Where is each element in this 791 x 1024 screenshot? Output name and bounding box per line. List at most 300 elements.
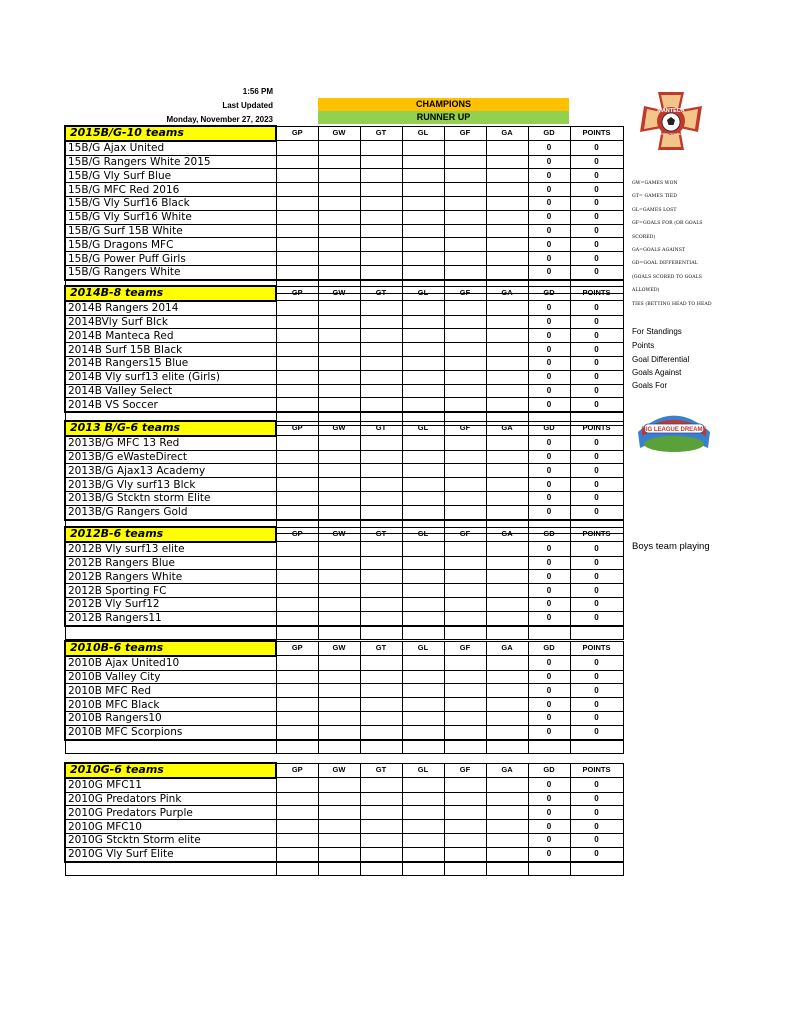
stat-cell	[318, 778, 360, 792]
stat-cell	[402, 725, 444, 739]
stat-cell	[486, 265, 528, 279]
legend-line: GT= GAMES TIED	[632, 194, 678, 200]
stat-cell	[276, 505, 318, 519]
column-header: GD	[528, 527, 570, 542]
stat-cell	[318, 265, 360, 279]
stat-cell	[402, 611, 444, 625]
spacer-row	[65, 626, 623, 640]
stat-cell	[360, 210, 402, 224]
stat-cell	[444, 778, 486, 792]
stat-cell	[360, 464, 402, 478]
stat-cell	[402, 820, 444, 834]
team-name: 2010G Stcktn Storm elite	[65, 833, 276, 847]
stat-cell	[318, 820, 360, 834]
legend-line: (GOALS SCORED TO GOALS	[632, 274, 703, 280]
legend-line: GF=GOALS FOR (OR GOALS	[632, 221, 703, 227]
points-cell: 0	[570, 833, 623, 847]
stat-cell	[402, 833, 444, 847]
stat-cell	[402, 183, 444, 197]
stat-cell	[402, 301, 444, 315]
stat-cell	[318, 224, 360, 238]
stat-cell	[318, 238, 360, 252]
stat-cell	[444, 384, 486, 398]
stat-cell	[276, 711, 318, 725]
goal-difference-cell: 0	[528, 847, 570, 861]
stat-cell	[360, 224, 402, 238]
table-row	[65, 611, 623, 625]
stat-cell	[360, 778, 402, 792]
stat-cell	[402, 711, 444, 725]
table-row	[65, 670, 623, 684]
stat-cell	[318, 711, 360, 725]
column-header: GF	[444, 641, 486, 656]
legend-line: GD=GOAL DIFFERENTIAL	[632, 261, 698, 267]
table-row	[65, 183, 623, 197]
division-title: 2012B-6 teams	[65, 527, 276, 542]
stat-cell	[402, 315, 444, 329]
stat-cell	[486, 252, 528, 266]
stat-cell	[360, 450, 402, 464]
stat-cell	[360, 329, 402, 343]
column-header: GD	[528, 641, 570, 656]
stat-cell	[276, 464, 318, 478]
team-name: 2010B Valley City	[65, 670, 276, 684]
stat-cell	[402, 584, 444, 598]
goal-difference-cell: 0	[528, 301, 570, 315]
column-header: GA	[486, 421, 528, 436]
table-row	[65, 169, 623, 183]
column-header: POINTS	[570, 641, 623, 656]
stat-cell	[276, 792, 318, 806]
stat-cell	[318, 542, 360, 556]
table-row	[65, 464, 623, 478]
team-name: 2012B Rangers11	[65, 611, 276, 625]
goal-difference-cell: 0	[528, 711, 570, 725]
stat-cell	[402, 224, 444, 238]
bld-logo-text: BIG LEAGUE DREAMS	[641, 427, 707, 433]
stat-cell	[444, 725, 486, 739]
stat-cell	[318, 698, 360, 712]
table-row	[65, 491, 623, 505]
goal-difference-cell: 0	[528, 542, 570, 556]
points-cell: 0	[570, 597, 623, 611]
stat-cell	[402, 238, 444, 252]
goal-difference-cell: 0	[528, 141, 570, 155]
stat-cell	[444, 356, 486, 370]
goal-difference-cell: 0	[528, 315, 570, 329]
column-header: GL	[402, 641, 444, 656]
points-cell: 0	[570, 778, 623, 792]
stat-cell	[444, 556, 486, 570]
division-header-row	[65, 527, 623, 542]
goal-difference-cell: 0	[528, 370, 570, 384]
points-cell: 0	[570, 584, 623, 598]
stat-cell	[276, 210, 318, 224]
stat-cell	[486, 356, 528, 370]
goal-difference-cell: 0	[528, 698, 570, 712]
stat-cell	[402, 398, 444, 412]
division-table	[64, 285, 624, 426]
division-header-row	[65, 641, 623, 656]
points-cell: 0	[570, 611, 623, 625]
stat-cell	[276, 542, 318, 556]
stat-cell	[444, 315, 486, 329]
stat-cell	[360, 670, 402, 684]
stat-cell	[318, 464, 360, 478]
table-row	[65, 778, 623, 792]
stat-cell	[402, 370, 444, 384]
points-cell: 0	[570, 141, 623, 155]
goal-difference-cell: 0	[528, 436, 570, 450]
team-name: 2014B VS Soccer	[65, 398, 276, 412]
stat-cell	[402, 464, 444, 478]
stat-cell	[318, 398, 360, 412]
team-name: 2010G Vly Surf Elite	[65, 847, 276, 861]
stat-cell	[402, 847, 444, 861]
stat-cell	[486, 698, 528, 712]
stat-cell	[444, 611, 486, 625]
update-date: Monday, November 27, 2023	[166, 115, 273, 124]
stat-cell	[486, 597, 528, 611]
stat-cell	[402, 684, 444, 698]
stat-cell	[276, 820, 318, 834]
column-header: GW	[318, 286, 360, 301]
points-cell: 0	[570, 301, 623, 315]
stat-cell	[444, 238, 486, 252]
table-row	[65, 505, 623, 519]
stat-cell	[486, 684, 528, 698]
division-table	[64, 640, 624, 754]
goal-difference-cell: 0	[528, 820, 570, 834]
stat-cell	[402, 155, 444, 169]
stat-cell	[318, 491, 360, 505]
column-header: GW	[318, 126, 360, 141]
table-row	[65, 238, 623, 252]
goal-difference-cell: 0	[528, 725, 570, 739]
stat-cell	[444, 343, 486, 357]
stat-cell	[360, 370, 402, 384]
crest-bottom-text: YOUTH SOCCER	[658, 132, 684, 136]
stat-cell	[402, 265, 444, 279]
points-cell: 0	[570, 556, 623, 570]
standings-title: For Standings	[632, 327, 682, 336]
stat-cell	[360, 398, 402, 412]
stat-cell	[360, 847, 402, 861]
stat-cell	[318, 141, 360, 155]
stat-cell	[402, 343, 444, 357]
stat-cell	[486, 542, 528, 556]
column-header: POINTS	[570, 527, 623, 542]
stat-cell	[444, 792, 486, 806]
stat-cell	[360, 505, 402, 519]
stat-cell	[486, 210, 528, 224]
column-header: GA	[486, 763, 528, 778]
stat-cell	[486, 315, 528, 329]
stat-cell	[276, 356, 318, 370]
division-table	[64, 420, 624, 534]
stat-cell	[402, 252, 444, 266]
stat-cell	[276, 491, 318, 505]
stat-cell	[276, 847, 318, 861]
standings-item: Goals For	[632, 381, 668, 390]
legend-line: GA=GOALS AGAINST	[632, 248, 686, 253]
stat-cell	[444, 370, 486, 384]
stat-cell	[360, 141, 402, 155]
stat-cell	[318, 725, 360, 739]
column-header: GW	[318, 421, 360, 436]
stat-cell	[486, 670, 528, 684]
stat-cell	[276, 725, 318, 739]
stat-cell	[318, 370, 360, 384]
stat-cell	[318, 478, 360, 492]
stat-cell	[486, 238, 528, 252]
legend-line: GW=GAMES WON	[632, 181, 678, 186]
stat-cell	[360, 684, 402, 698]
goal-difference-cell: 0	[528, 491, 570, 505]
points-cell: 0	[570, 252, 623, 266]
table-row	[65, 196, 623, 210]
stat-cell	[486, 806, 528, 820]
column-header: GW	[318, 641, 360, 656]
column-header: POINTS	[570, 126, 623, 141]
table-row	[65, 141, 623, 155]
stat-cell	[360, 725, 402, 739]
points-cell: 0	[570, 343, 623, 357]
team-name: 2010B MFC Red	[65, 684, 276, 698]
stat-cell	[318, 183, 360, 197]
stat-cell	[402, 556, 444, 570]
stat-cell	[402, 597, 444, 611]
stat-cell	[360, 556, 402, 570]
stat-cell	[486, 398, 528, 412]
table-row	[65, 597, 623, 611]
stat-cell	[402, 210, 444, 224]
table-row	[65, 301, 623, 315]
stat-cell	[486, 833, 528, 847]
stat-cell	[318, 670, 360, 684]
column-header: GL	[402, 763, 444, 778]
goal-difference-cell: 0	[528, 670, 570, 684]
team-name: 2014B Rangers15 Blue	[65, 356, 276, 370]
stat-cell	[402, 436, 444, 450]
table-row	[65, 370, 623, 384]
column-header: GL	[402, 421, 444, 436]
division-header-row	[65, 763, 623, 778]
column-header: GP	[276, 126, 318, 141]
team-name: 2012B Rangers Blue	[65, 556, 276, 570]
team-name: 15B/G Power Puff Girls	[65, 252, 276, 266]
stat-cell	[402, 478, 444, 492]
points-cell: 0	[570, 370, 623, 384]
division-title: 2014B-8 teams	[65, 286, 276, 301]
table-row	[65, 478, 623, 492]
goal-difference-cell: 0	[528, 478, 570, 492]
team-name: 2012B Sporting FC	[65, 584, 276, 598]
goal-difference-cell: 0	[528, 329, 570, 343]
stat-cell	[318, 343, 360, 357]
column-header: GT	[360, 527, 402, 542]
table-row	[65, 252, 623, 266]
column-header: POINTS	[570, 763, 623, 778]
stat-cell	[444, 711, 486, 725]
table-row	[65, 210, 623, 224]
column-header: GF	[444, 286, 486, 301]
column-header: GP	[276, 527, 318, 542]
stat-cell	[486, 169, 528, 183]
team-name: 15B/G Vly Surf16 Black	[65, 196, 276, 210]
stat-cell	[402, 356, 444, 370]
table-row	[65, 792, 623, 806]
points-cell: 0	[570, 196, 623, 210]
stat-cell	[276, 478, 318, 492]
table-row	[65, 398, 623, 412]
standings-item: Goals Against	[632, 368, 682, 377]
points-cell: 0	[570, 155, 623, 169]
team-name: 2014B Rangers 2014	[65, 301, 276, 315]
team-name: 15B/G Ajax United	[65, 141, 276, 155]
stat-cell	[402, 698, 444, 712]
stat-cell	[444, 398, 486, 412]
stat-cell	[486, 329, 528, 343]
points-cell: 0	[570, 356, 623, 370]
stat-cell	[360, 820, 402, 834]
points-cell: 0	[570, 464, 623, 478]
stat-cell	[402, 491, 444, 505]
stat-cell	[444, 542, 486, 556]
division-table	[64, 125, 624, 294]
column-header: GW	[318, 527, 360, 542]
stat-cell	[402, 806, 444, 820]
stat-cell	[444, 656, 486, 670]
stat-cell	[486, 141, 528, 155]
column-header: GT	[360, 641, 402, 656]
column-header: GL	[402, 126, 444, 141]
stat-cell	[486, 847, 528, 861]
table-row	[65, 684, 623, 698]
standings-item: Points	[632, 341, 655, 350]
stat-cell	[402, 670, 444, 684]
column-header: GT	[360, 126, 402, 141]
legend-line: GL=GAMES LOST	[632, 207, 677, 213]
points-cell: 0	[570, 806, 623, 820]
table-row	[65, 556, 623, 570]
table-row	[65, 656, 623, 670]
team-name: 15B/G Surf 15B White	[65, 224, 276, 238]
division-table	[64, 762, 624, 876]
stat-cell	[276, 698, 318, 712]
stat-cell	[360, 792, 402, 806]
stat-cell	[444, 141, 486, 155]
spacer-row	[65, 862, 623, 876]
column-header: GA	[486, 126, 528, 141]
stat-cell	[444, 265, 486, 279]
stat-cell	[444, 820, 486, 834]
goal-difference-cell: 0	[528, 183, 570, 197]
table-row	[65, 265, 623, 279]
points-cell: 0	[570, 238, 623, 252]
goal-difference-cell: 0	[528, 356, 570, 370]
team-name: 2010B Ajax United10	[65, 656, 276, 670]
stat-cell	[360, 711, 402, 725]
points-cell: 0	[570, 265, 623, 279]
table-row	[65, 224, 623, 238]
champions-banner: CHAMPIONS	[318, 98, 569, 111]
column-header: GD	[528, 286, 570, 301]
column-header: GP	[276, 421, 318, 436]
table-row	[65, 343, 623, 357]
column-header: GF	[444, 421, 486, 436]
goal-difference-cell: 0	[528, 238, 570, 252]
column-header: GP	[276, 763, 318, 778]
table-row	[65, 384, 623, 398]
column-header: GA	[486, 641, 528, 656]
stat-cell	[444, 301, 486, 315]
goal-difference-cell: 0	[528, 343, 570, 357]
stat-cell	[444, 670, 486, 684]
points-cell: 0	[570, 820, 623, 834]
stat-cell	[402, 570, 444, 584]
points-cell: 0	[570, 698, 623, 712]
team-name: 2010B Rangers10	[65, 711, 276, 725]
points-cell: 0	[570, 478, 623, 492]
stat-cell	[360, 155, 402, 169]
team-name: 2012B Vly surf13 elite	[65, 542, 276, 556]
team-name: 15B/G Vly Surf16 White	[65, 210, 276, 224]
team-name: 2012B Vly Surf12	[65, 597, 276, 611]
column-header: GL	[402, 527, 444, 542]
stat-cell	[318, 436, 360, 450]
stat-cell	[276, 155, 318, 169]
division-title: 2010G-6 teams	[65, 763, 276, 778]
points-cell: 0	[570, 224, 623, 238]
points-cell: 0	[570, 384, 623, 398]
stat-cell	[318, 196, 360, 210]
stat-cell	[444, 450, 486, 464]
stat-cell	[360, 491, 402, 505]
column-header: GF	[444, 126, 486, 141]
stat-cell	[318, 384, 360, 398]
table-row	[65, 698, 623, 712]
table-row	[65, 315, 623, 329]
stat-cell	[276, 806, 318, 820]
team-name: 2014B Vly surf13 elite (Girls)	[65, 370, 276, 384]
stat-cell	[276, 684, 318, 698]
stat-cell	[318, 169, 360, 183]
table-row	[65, 329, 623, 343]
division-header-row	[65, 421, 623, 436]
stat-cell	[486, 478, 528, 492]
points-cell: 0	[570, 792, 623, 806]
column-header: GA	[486, 527, 528, 542]
table-row	[65, 356, 623, 370]
stat-cell	[360, 542, 402, 556]
stat-cell	[402, 169, 444, 183]
goal-difference-cell: 0	[528, 684, 570, 698]
points-cell: 0	[570, 169, 623, 183]
stat-cell	[318, 329, 360, 343]
stat-cell	[444, 597, 486, 611]
stat-cell	[402, 778, 444, 792]
stat-cell	[360, 196, 402, 210]
points-cell: 0	[570, 183, 623, 197]
stat-cell	[276, 436, 318, 450]
stat-cell	[276, 556, 318, 570]
stat-cell	[486, 820, 528, 834]
stat-cell	[444, 505, 486, 519]
stat-cell	[444, 436, 486, 450]
goal-difference-cell: 0	[528, 611, 570, 625]
goal-difference-cell: 0	[528, 570, 570, 584]
